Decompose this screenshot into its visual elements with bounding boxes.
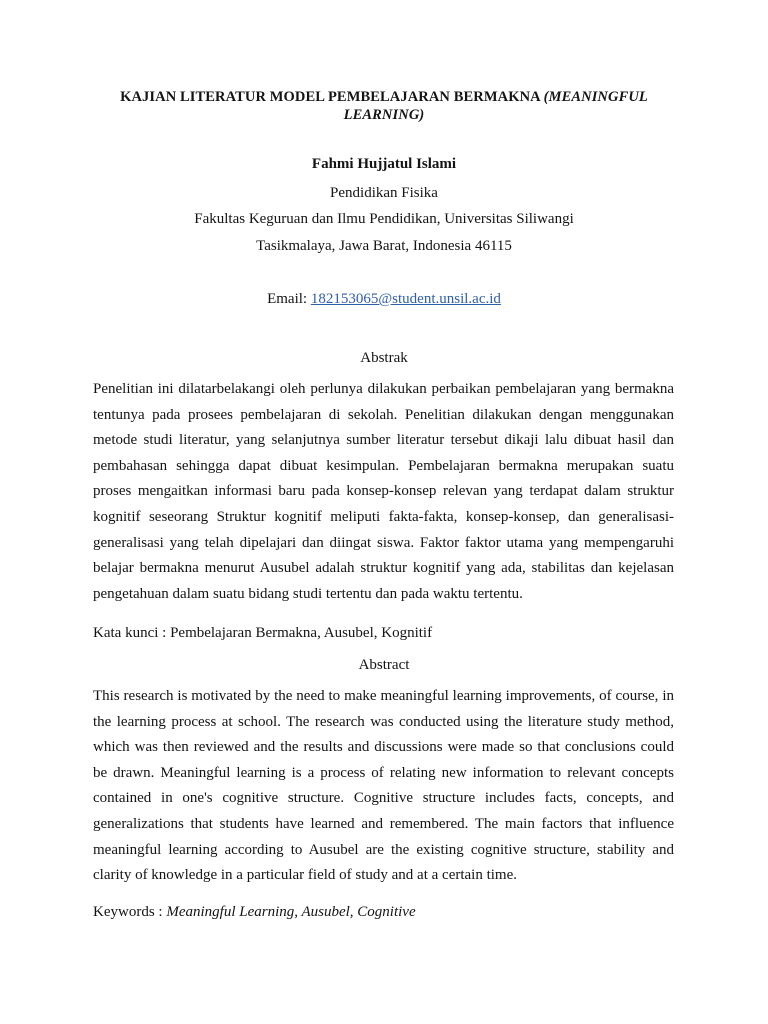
email-link[interactable]: 182153065@student.unsil.ac.id [310, 291, 501, 307]
author-name: Fahmi Hujjatul Islami [311, 156, 457, 172]
abstract-heading: Abstract [358, 657, 410, 673]
email-line [0, 290, 768, 308]
abstract-keywords-label: Keywords : [93, 904, 167, 920]
title-main: KAJIAN LITERATUR MODEL PEMBELAJARAN BERMAKNA [120, 89, 544, 105]
abstrak-body: Penelitian ini dilatarbelakangi oleh perlunya dilakukan perbaikan pembelajaran yang bermakna tentunya pada prosees pembelajaran di sekolah. Penelitian dilakukan dengan menggunakan metode studi literatur, yang selanjutnya sumber literatur tersebut dikaji lalu dibuat hasil dan pembahasan sehingga dapat dibuat kesimpulan. Pembelajaran bermakna merupakan suatu proses mengaitkan informasi baru pada konsep-konsep relevan yang terdapat dalam struktur kognitif seseorang Struktur kognitif meliputi fakta-fakta, konsep-konsep, dan generalisasi-generalisasi yang telah dipelajari dan diingat siswa. Faktor faktor utama yang mempengaruhi belajar bermakna menurut Ausubel adalah struktur kognitif yang ada, stabilitas dan kejelasan pengetahuan dalam suatu bidang studi tertentu dan pada waktu tertentu. [93, 381, 674, 602]
abstract-body: This research is motivated by the need to make meaningful learning improvements, of course, in the learning process at school. The research was conducted using the literature study method, which was then reviewed and the results and discussions were made so that conclusions could be drawn. Meaningful learning is a process of relating new information to relevant concepts contained in one's cognitive structure. Cognitive structure includes facts, concepts, and generalizations that students have learned and remembered. The main factors that influence meaningful learning according to Ausubel are the existing cognitive structure, stability and clarity of knowledge in a particular field of study and at a certain time. [93, 688, 674, 884]
abstract-keywords-values: Meaningful Learning, Ausubel, Cognitive [166, 904, 416, 920]
abstrak-heading: Abstrak [360, 350, 408, 366]
author-faculty: Fakultas Keguruan dan Ilmu Pendidikan, Universitas Siliwangi [194, 211, 574, 227]
abstrak-keywords-label: Kata kunci : [93, 625, 171, 641]
email-label: Email: [267, 291, 311, 307]
author-address: Tasikmalaya, Jawa Barat, Indonesia 46115 [256, 238, 512, 254]
abstrak-keywords-values: Pembelajaran Bermakna, Ausubel, Kognitif [170, 625, 433, 641]
abstrak-keywords [93, 624, 693, 642]
abstract-keywords [93, 903, 693, 921]
paper-title [80, 88, 688, 124]
title-italic: (MEANINGFUL LEARNING) [343, 89, 648, 123]
author-department: Pendidikan Fisika [330, 185, 438, 201]
